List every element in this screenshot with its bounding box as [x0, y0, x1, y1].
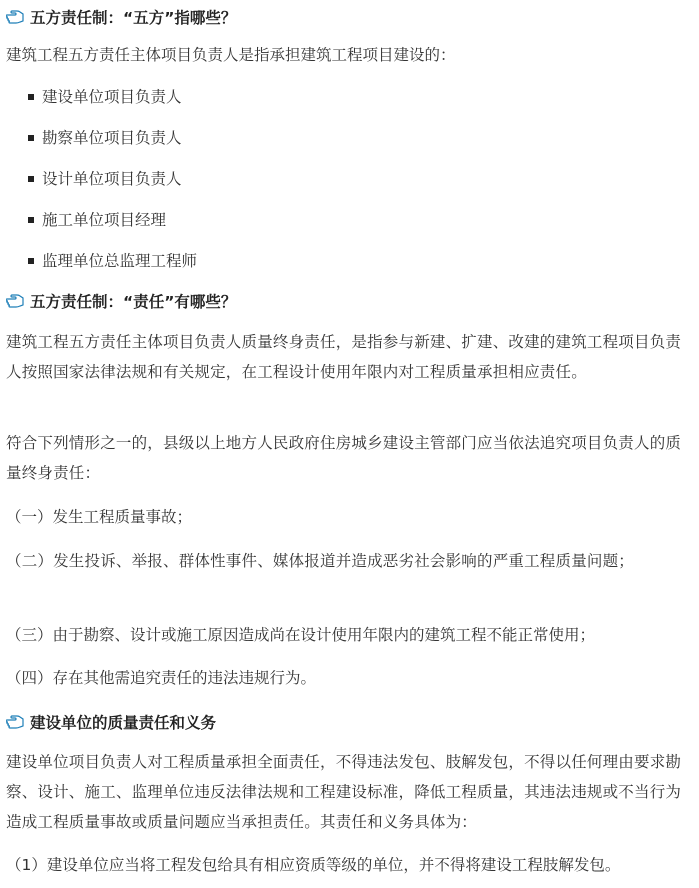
- section-heading-responsibilities: [6, 290, 236, 312]
- intro-text: 建筑工程五方责任主体项目负责人是指承担建筑工程项目建设的：: [6, 46, 456, 64]
- section-heading-owner-duties: [6, 711, 216, 733]
- pointing-hand-icon: [6, 294, 24, 308]
- list-item: [28, 205, 197, 246]
- list-item: [28, 82, 197, 123]
- list-item: [28, 246, 197, 287]
- list-item: [28, 164, 197, 205]
- list-item-text: 设计单位项目负责人: [42, 170, 182, 188]
- condition-item: （二）发生投诉、举报、群体性事件、媒体报道并造成恶劣社会影响的严重工程质量问题；: [6, 552, 635, 570]
- list-item-text: 建设单位项目负责人: [42, 88, 182, 106]
- bullet-marker: [28, 135, 34, 141]
- bullet-marker: [28, 217, 34, 223]
- responsibility-definition: 建筑工程五方责任主体项目负责人质量终身责任，是指参与新建、扩建、改建的建筑工程项目负责人按照国家法律法规和有关规定，在工程设计使用年限内对工程质量承担相应责任。: [6, 333, 682, 381]
- condition-item: （四）存在其他需追究责任的违法违规行为。: [6, 669, 317, 687]
- section-heading-text: 建设单位的质量责任和义务: [30, 714, 217, 732]
- section-heading-text: 五方责任制：“五方”指哪些？: [30, 9, 237, 27]
- list-item-text: 勘察单位项目负责人: [42, 129, 182, 147]
- pointing-hand-icon: [6, 10, 24, 24]
- section-heading-text: 五方责任制：“责任”有哪些？: [30, 293, 237, 311]
- owner-duty-item: （1）建设单位应当将工程发包给具有相应资质等级的单位，并不得将建设工程肢解发包。: [6, 856, 621, 874]
- bullet-marker: [28, 176, 34, 182]
- condition-item: （三）由于勘察、设计或施工原因造成尚在设计使用年限内的建筑工程不能正常使用；: [6, 626, 596, 644]
- bullet-marker: [28, 94, 34, 100]
- accountability-conditions: 符合下列情形之一的，县级以上地方人民政府住房城乡建设主管部门应当依法追究项目负责人的质量终身责任：: [6, 434, 682, 482]
- condition-item: （一）发生工程质量事故；: [6, 508, 193, 526]
- bullet-marker: [28, 258, 34, 264]
- list-item: [28, 123, 197, 164]
- responsible-parties-list: [28, 82, 197, 287]
- pointing-hand-icon: [6, 715, 24, 729]
- list-item-text: 施工单位项目经理: [42, 211, 167, 229]
- list-item-text: 监理单位总监理工程师: [42, 252, 198, 270]
- section-heading-five-parties: [6, 6, 236, 28]
- owner-duty-paragraph: 建设单位项目负责人对工程质量承担全面责任，不得违法发包、肢解发包，不得以任何理由要求勘察、设计、施工、监理单位违反法律法规和工程建设标准，降低工程质量，其违法违规或不当行为造成工程质量事故或质量问题应当承担责任。其责任和义务具体为：: [6, 753, 682, 831]
